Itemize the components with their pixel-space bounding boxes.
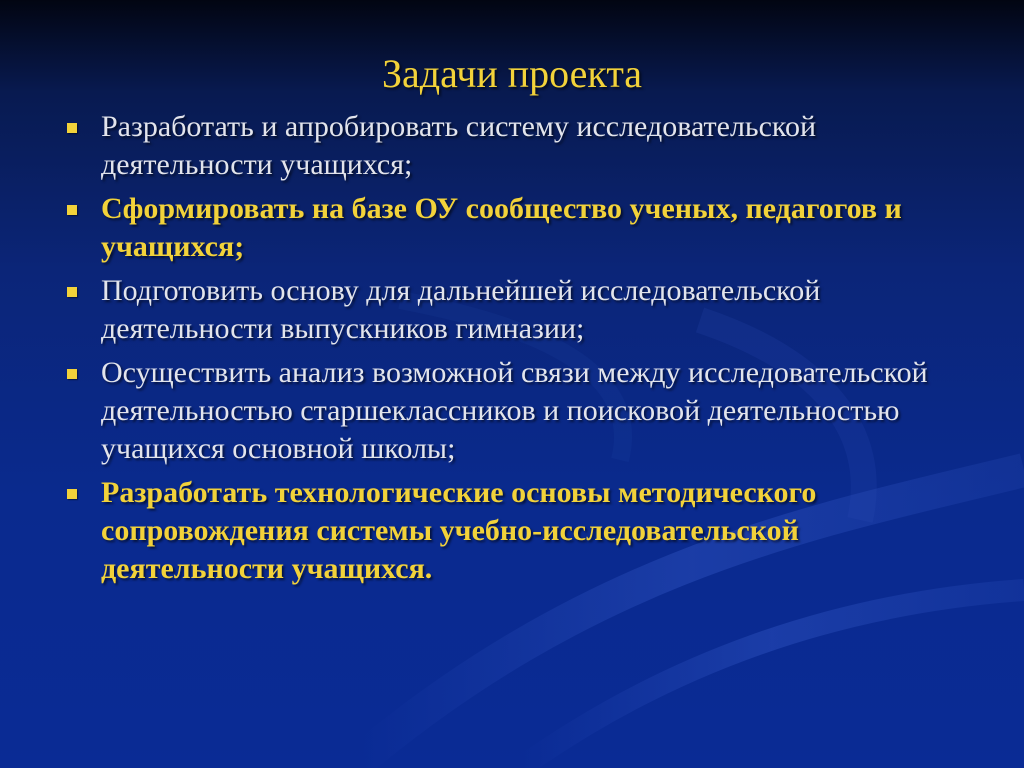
bullet-text: Разработать и апробировать систему исследовательской деятельности учащихся; xyxy=(101,110,817,181)
bullet-list xyxy=(63,108,943,594)
square-bullet-icon xyxy=(67,205,77,215)
square-bullet-icon xyxy=(67,489,77,499)
square-bullet-icon xyxy=(67,369,77,379)
list-item xyxy=(63,354,943,468)
slide-title: Задачи проекта xyxy=(381,51,643,96)
list-item xyxy=(63,272,943,348)
bullet-text: Разработать технологические основы методического сопровождения системы учебно-исследовательской деятельности учащихся. xyxy=(101,476,817,585)
bullet-text: Сформировать на базе ОУ сообщество ученых, педагогов и учащихся; xyxy=(101,192,902,263)
square-bullet-icon xyxy=(67,287,77,297)
list-item xyxy=(63,108,943,184)
bullet-text: Подготовить основу для дальнейшей исследовательской деятельности выпускников гимназии; xyxy=(101,274,821,345)
list-item xyxy=(63,190,943,266)
square-bullet-icon xyxy=(67,123,77,133)
list-item xyxy=(63,474,943,588)
bullet-text: Осуществить анализ возможной связи между исследовательской деятельностью старшеклассников и поисковой деятельностью учащихся основной школы; xyxy=(101,356,928,465)
